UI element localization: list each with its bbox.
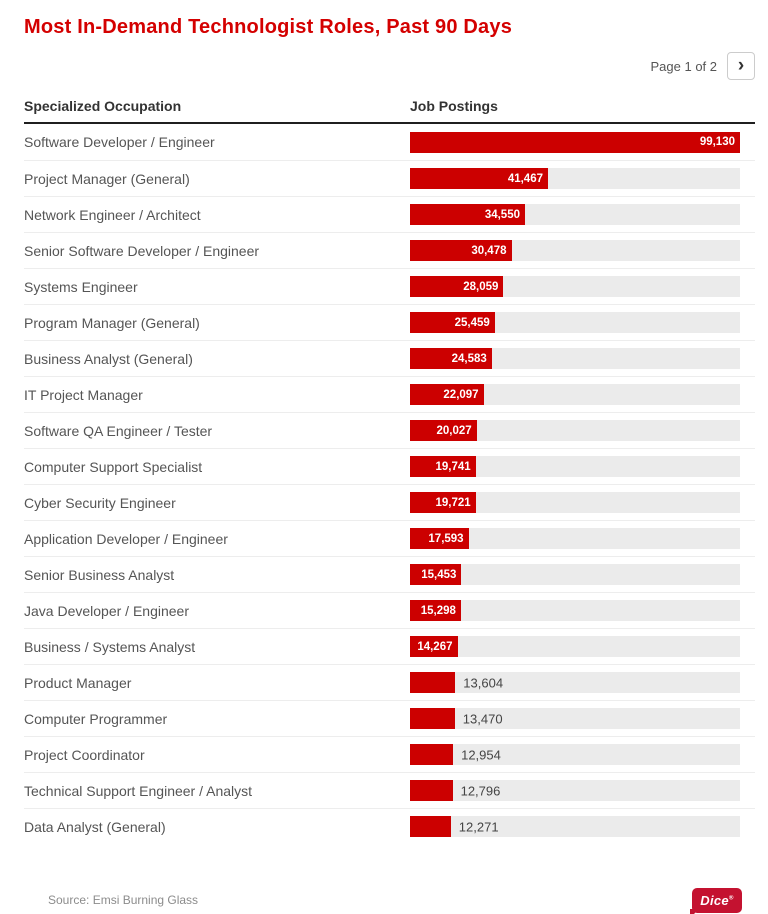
occupation-label: Technical Support Engineer / Analyst: [24, 782, 253, 799]
bar-cell: [410, 492, 755, 513]
table-row: [24, 160, 755, 196]
bar-track: [410, 312, 740, 333]
occupation-label: Computer Programmer: [24, 710, 168, 727]
occupation-label: Business / Systems Analyst: [24, 638, 196, 655]
table-row: [24, 520, 755, 556]
table-row: [24, 268, 755, 304]
column-header-postings: Job Postings: [410, 98, 498, 114]
bar-cell: [410, 132, 755, 153]
bar: [410, 816, 451, 837]
table-body: [24, 124, 755, 844]
footer: [24, 886, 755, 914]
table-row: [24, 592, 755, 628]
table-header: [24, 96, 755, 124]
table-row: [24, 448, 755, 484]
bar-cell: [410, 672, 755, 693]
value-label: 12,954: [461, 747, 501, 762]
value-label: 25,459: [454, 316, 490, 329]
occupation-label: Data Analyst (General): [24, 818, 166, 835]
bar-cell: [410, 420, 755, 441]
table-row: [24, 484, 755, 520]
table-row: [24, 124, 755, 160]
value-label: 20,027: [436, 424, 472, 437]
value-label: 19,741: [435, 460, 471, 473]
occupation-label: Computer Support Specialist: [24, 458, 203, 475]
source-attribution: Source: Emsi Burning Glass: [48, 893, 199, 907]
dice-logo-text: Dice®: [700, 892, 734, 908]
value-label: 12,271: [458, 819, 499, 834]
occupation-label: Java Developer / Engineer: [24, 602, 189, 619]
bar: [410, 672, 455, 693]
bar-track: [410, 528, 740, 549]
bar-track: [410, 240, 740, 261]
bar: [410, 600, 461, 621]
bar-cell: [410, 780, 755, 801]
occupation-label: Systems Engineer: [24, 278, 138, 295]
bar-track: [410, 492, 740, 513]
value-label: 22,097: [443, 388, 479, 401]
value-label: 15,298: [420, 604, 456, 617]
occupation-label: IT Project Manager: [24, 386, 143, 403]
value-label: 19,721: [435, 496, 471, 509]
bar-cell: [410, 636, 755, 657]
bar-track: [410, 384, 740, 405]
value-label: 14,267: [417, 640, 453, 653]
table-row: [24, 412, 755, 448]
bar-cell: [410, 564, 755, 585]
bar: [410, 348, 492, 369]
value-label: 34,550: [484, 208, 520, 221]
table-row: [24, 376, 755, 412]
value-label: 13,604: [463, 675, 504, 690]
bar: [410, 204, 525, 225]
table-row: [24, 232, 755, 268]
occupation-label: Senior Business Analyst: [24, 566, 175, 583]
occupation-label: Software Developer / Engineer: [24, 134, 215, 150]
dice-logo[interactable]: [692, 888, 742, 913]
bar-cell: [410, 384, 755, 405]
bar-cell: [410, 348, 755, 369]
bar-track: [410, 636, 740, 657]
table-row: [24, 556, 755, 592]
value-label: 15,453: [421, 568, 457, 581]
table-row: [24, 664, 755, 700]
bar: [410, 744, 453, 765]
bar-track: [410, 744, 740, 765]
registered-trademark-icon: ®: [728, 895, 734, 902]
bar: [410, 780, 453, 801]
occupation-label: Software QA Engineer / Tester: [24, 422, 213, 439]
bar: [410, 528, 469, 549]
bar-cell: [410, 456, 755, 477]
table-row: [24, 808, 755, 844]
pagination: [24, 52, 755, 80]
occupation-label: Business Analyst (General): [24, 350, 193, 367]
value-label: 24,583: [451, 352, 487, 365]
bar-track: [410, 204, 740, 225]
bar-cell: [410, 312, 755, 333]
value-label: 12,796: [460, 783, 501, 798]
occupation-label: Senior Software Developer / Engineer: [24, 242, 260, 259]
value-label: 30,478: [471, 244, 507, 257]
report-page: [0, 14, 768, 914]
bar: [410, 564, 461, 585]
occupation-label: Program Manager (General): [24, 314, 200, 331]
bar: [410, 240, 512, 261]
value-label: 41,467: [507, 172, 543, 185]
chevron-right-icon: ›: [737, 54, 745, 76]
bar: [410, 420, 477, 441]
bar-cell: [410, 816, 755, 837]
column-header-occupation: Specialized Occupation: [24, 98, 182, 114]
bar-cell: [410, 168, 755, 189]
page-title: Most In-Demand Technologist Roles, Past 90 Days: [24, 16, 513, 38]
table-row: [24, 736, 755, 772]
bar-cell: [410, 528, 755, 549]
value-label: 28,059: [463, 280, 499, 293]
table-row: [24, 700, 755, 736]
bar: [410, 492, 476, 513]
table-row: [24, 340, 755, 376]
bar-cell: [410, 600, 755, 621]
table-row: [24, 772, 755, 808]
bar-cell: [410, 708, 755, 729]
bar-track: [410, 456, 740, 477]
bar: [410, 168, 548, 189]
bar-cell: [410, 204, 755, 225]
occupation-label: Product Manager: [24, 674, 132, 691]
bar-track: [410, 420, 740, 441]
table-row: [24, 196, 755, 232]
value-label: 17,593: [428, 532, 464, 545]
bar-cell: [410, 276, 755, 297]
bar: [410, 456, 476, 477]
roles-table: [24, 96, 755, 844]
bar-track: [410, 672, 740, 693]
bar-cell: [410, 744, 755, 765]
bar-cell: [410, 240, 755, 261]
next-page-button[interactable]: [727, 52, 755, 80]
bar-track: [410, 168, 740, 189]
bar: [410, 132, 740, 153]
bar: [410, 276, 503, 297]
bar: [410, 708, 455, 729]
value-label: 13,470: [462, 711, 503, 726]
bar-track: [410, 816, 740, 837]
value-label: 99,130: [699, 136, 735, 148]
bar: [410, 636, 458, 657]
bar-track: [410, 276, 740, 297]
bar-track: [410, 132, 740, 153]
occupation-label: Network Engineer / Architect: [24, 206, 201, 223]
bar-track: [410, 780, 740, 801]
table-row: [24, 628, 755, 664]
bar-track: [410, 564, 740, 585]
bar: [410, 384, 484, 405]
bar: [410, 312, 495, 333]
table-row: [24, 304, 755, 340]
bar-track: [410, 600, 740, 621]
bar-track: [410, 708, 740, 729]
occupation-label: Project Coordinator: [24, 746, 145, 763]
occupation-label: Cyber Security Engineer: [24, 494, 176, 511]
bar-track: [410, 348, 740, 369]
occupation-label: Project Manager (General): [24, 170, 190, 187]
page-indicator: Page 1 of 2: [650, 58, 717, 74]
occupation-label: Application Developer / Engineer: [24, 530, 228, 547]
